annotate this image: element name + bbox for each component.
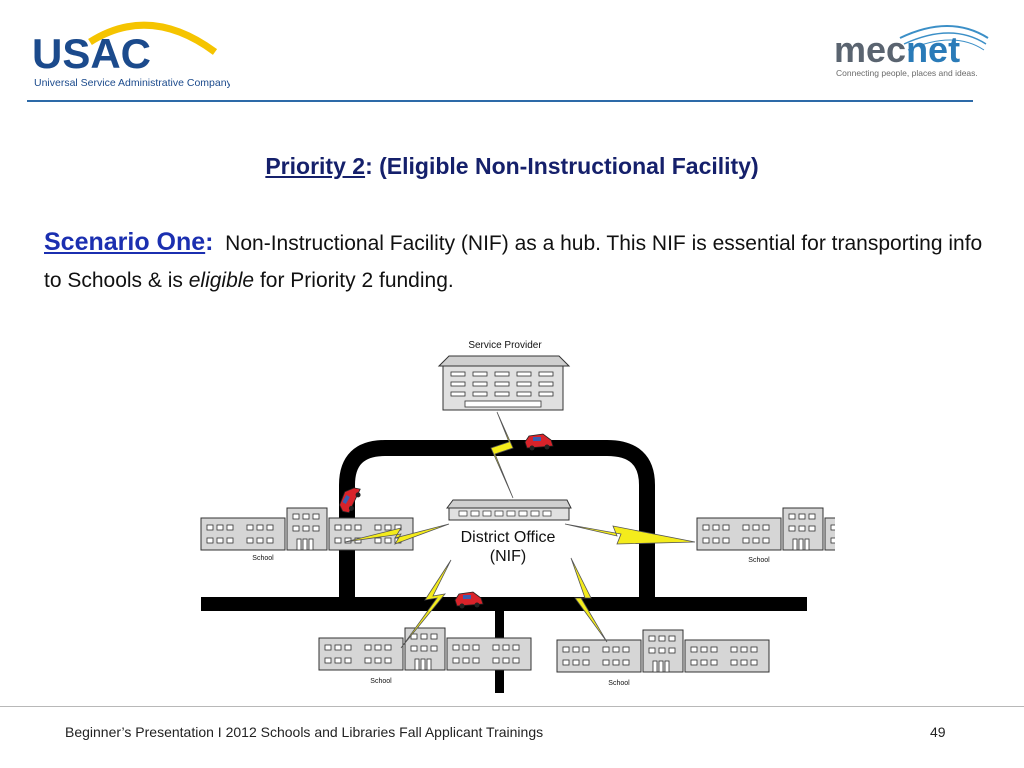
header-divider	[27, 100, 973, 102]
district-office-nif-label: (NIF)	[489, 548, 527, 565]
service-provider-building-icon	[439, 356, 569, 410]
scenario-paragraph	[44, 224, 984, 299]
school-label-bottom-right: School	[608, 680, 630, 687]
scenario-label: Scenario One:	[44, 228, 214, 256]
service-provider-label: Service Provider	[468, 340, 542, 351]
district-office-building-icon	[447, 500, 571, 520]
school-label-bottom-left: School	[370, 678, 392, 685]
mecnet-logo	[830, 16, 995, 86]
usac-logo-name: USAC	[32, 30, 152, 77]
network-diagram	[195, 330, 835, 695]
footer-divider	[0, 706, 1024, 707]
slide-title-rest: : (Eligible Non-Instructional Facility)	[365, 153, 759, 179]
usac-logo	[30, 12, 230, 92]
page-number: 49	[930, 724, 946, 740]
school-building-icon	[201, 508, 413, 550]
slide-title-priority: Priority 2	[265, 153, 366, 179]
mecnet-logo-tagline: Connecting people, places and ideas.	[836, 68, 978, 78]
svg-text:mecnet	[834, 29, 960, 70]
lightning-link-icon	[565, 524, 695, 544]
school-label-left: School	[252, 555, 274, 562]
district-office-label: District Office	[460, 529, 556, 546]
main-road	[201, 597, 807, 611]
school-building-icon	[697, 508, 835, 550]
school-building-icon	[557, 630, 769, 672]
mecnet-logo-name-a: mec	[834, 29, 907, 70]
mecnet-logo-name-b: net	[906, 29, 961, 70]
footer-text: Beginner’s Presentation I 2012 Schools and Libraries Fall Applicant Trainings	[65, 724, 544, 740]
slide-title	[0, 153, 1024, 180]
scenario-text-1: Non-Instructional Facility (NIF) as a hub. This NIF is essential for transporting info to Schools & is	[44, 232, 983, 292]
school-label-right: School	[748, 557, 770, 564]
scenario-text-eligible: eligible	[188, 269, 255, 292]
usac-logo-tagline: Universal Service Administrative Company	[34, 77, 230, 89]
scenario-text-2: for Priority 2 funding.	[254, 269, 454, 292]
